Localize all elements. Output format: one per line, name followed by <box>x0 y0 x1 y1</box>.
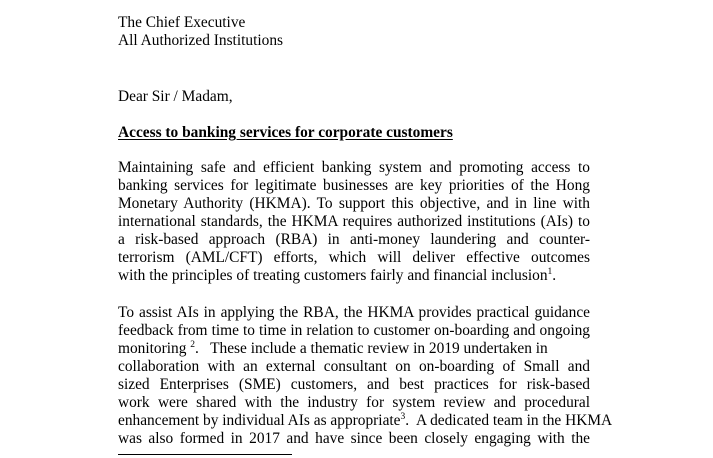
paragraph-2-line: collaboration with an external consultant on on-boarding of Small and <box>118 358 590 375</box>
footnote-marker: 1 <box>547 267 553 277</box>
subject-heading: Access to banking services for corporate customers <box>118 124 453 141</box>
paragraph-2-line: feedback from time to time in relation to customer on-boarding and ongoing <box>118 322 590 339</box>
paragraph-2-text: . A dedicated team in the HKMA <box>405 412 613 429</box>
recipient-line: All Authorized Institutions <box>118 32 284 49</box>
paragraph-1-end: . <box>552 267 557 284</box>
paragraph-1-line: Maintaining safe and efficient banking system and promoting access to <box>118 159 590 176</box>
footnote-separator <box>118 454 292 455</box>
paragraph-2-line: work were shared with the industry for system review and procedural <box>118 394 590 411</box>
paragraph-2-line <box>118 340 590 358</box>
paragraph-2-line: sized Enterprises (SME) customers, and best practices for risk-based <box>118 376 590 393</box>
recipient-line: The Chief Executive <box>118 14 246 31</box>
paragraph-2-line <box>118 412 612 430</box>
footnote-marker: 3 <box>400 412 406 422</box>
paragraph-1-line: terrorism (AML/CFT) efforts, which will deliver effective outcomes <box>118 249 590 266</box>
paragraph-1-text: with the principles of treating customers fairly and financial inclusion <box>118 267 548 284</box>
footnote-marker: 2 <box>190 340 196 350</box>
paragraph-1-line: a risk-based approach (RBA) in anti-money laundering and counter- <box>118 231 590 248</box>
paragraph-2-line: To assist AIs in applying the RBA, the HKMA provides practical guidance <box>118 304 590 321</box>
paragraph-2-text: monitoring <box>118 340 187 357</box>
paragraph-1-line: Monetary Authority (HKMA). To support this objective, and in line with <box>118 195 590 212</box>
salutation: Dear Sir / Madam, <box>118 88 233 105</box>
paragraph-2-line: was also formed in 2017 and have since been closely engaging with the <box>118 430 590 447</box>
paragraph-1-line: international standards, the HKMA requires authorized institutions (AIs) to <box>118 213 590 230</box>
paragraph-1-line: banking services for legitimate businesses are key priorities of the Hong <box>118 177 590 194</box>
paragraph-2-text: . These include a thematic review in 2019 undertaken in <box>195 340 548 357</box>
paragraph-1-last-line <box>118 267 556 285</box>
paragraph-2-text: enhancement by individual AIs as appropriate <box>118 412 401 429</box>
